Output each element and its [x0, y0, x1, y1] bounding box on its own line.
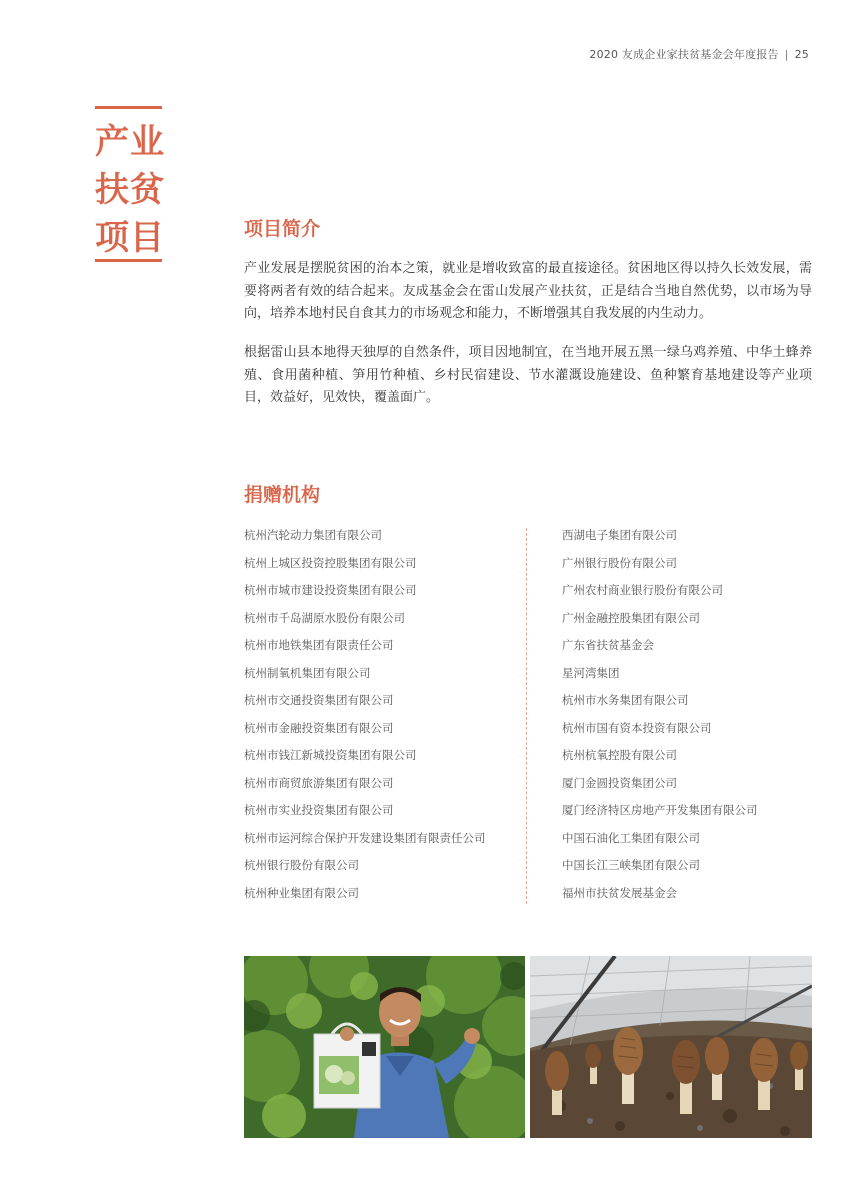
donor-list-left [244, 522, 486, 907]
donor-right-item: 杭州杭氧控股有限公司 [562, 748, 677, 762]
donor-right-item: 中国长江三峡集团有限公司 [562, 858, 700, 872]
intro-paragraph-2: 根据雷山县本地得天独厚的自然条件，项目因地制宜，在当地开展五黑一绿乌鸡养殖、中华土蜂养殖、食用菌种植、笋用竹种植、乡村民宿建设、节水灌溉设施建设、鱼种繁育基地建设等产业项目，效益好，见效快，覆盖面广。 [244, 345, 812, 405]
donor-right-item: 中国石油化工集团有限公司 [562, 830, 700, 845]
donor-left-item: 杭州市交通投资集团有限公司 [244, 693, 394, 707]
donor-right-item: 厦门经济特区房地产开发集团有限公司 [562, 803, 758, 817]
section-title [95, 118, 175, 262]
donor-right-item: 星河湾集团 [562, 665, 620, 680]
donor-right-item: 广州农村商业银行股份有限公司 [562, 583, 723, 597]
donor-left-item: 杭州市商贸旅游集团有限公司 [244, 775, 394, 790]
donor-left-item: 杭州市实业投资集团有限公司 [244, 803, 394, 817]
donor-left-item: 杭州汽轮动力集团有限公司 [244, 528, 382, 542]
donor-left-item: 杭州市城市建设投资集团有限公司 [244, 583, 417, 597]
donors-heading: 捐赠机构 [244, 484, 321, 506]
header-separator: | [784, 48, 789, 61]
donor-right-item: 广州银行股份有限公司 [562, 555, 677, 570]
donor-right-item: 杭州市国有资本投资有限公司 [562, 720, 712, 735]
mushroom-photo-illustration [530, 956, 812, 1138]
morel-mushroom-greenhouse-photo [530, 956, 812, 1138]
intro-heading: 项目简介 [244, 218, 321, 240]
donor-left-item: 杭州上城区投资控股集团有限公司 [244, 555, 417, 570]
section-title-line-3: 项目 [95, 218, 165, 258]
donor-left-item: 杭州银行股份有限公司 [244, 858, 359, 872]
farmer-with-gift-bag-photo [244, 956, 525, 1138]
donor-left-item: 杭州种业集团有限公司 [244, 885, 359, 900]
section-title-top-rule [95, 106, 162, 109]
donor-right-item: 杭州市水务集团有限公司 [562, 693, 689, 707]
donor-list-right [562, 522, 758, 907]
donor-right-item: 广东省扶贫基金会 [562, 638, 654, 652]
donor-left-item: 杭州市运河综合保护开发建设集团有限责任公司 [244, 830, 486, 845]
donor-column-divider [526, 528, 527, 904]
section-title-line-1: 产业 [95, 122, 165, 162]
donor-right-item: 广州金融控股集团有限公司 [562, 610, 700, 625]
section-title-line-2: 扶贫 [95, 170, 165, 210]
report-title: 2020 友成企业家扶贫基金会年度报告 [589, 48, 779, 61]
donor-left-item: 杭州制氧机集团有限公司 [244, 665, 371, 680]
donor-left-item: 杭州市金融投资集团有限公司 [244, 720, 394, 735]
page-number: 25 [794, 48, 809, 61]
donor-left-item: 杭州市地铁集团有限责任公司 [244, 638, 394, 652]
donor-right-item: 西湖电子集团有限公司 [562, 528, 677, 542]
donor-left-item: 杭州市钱江新城投资集团有限公司 [244, 748, 417, 762]
donor-list [244, 522, 812, 902]
donor-left-item: 杭州市千岛湖原水股份有限公司 [244, 610, 405, 625]
donor-right-item: 厦门金圆投资集团公司 [562, 775, 677, 790]
farmer-photo-illustration [244, 956, 525, 1138]
intro-paragraph-1: 产业发展是摆脱贫困的治本之策，就业是增收致富的最直接途径。贫困地区得以持久长效发展，需要将两者有效的结合起来。友成基金会在雷山发展产业扶贫，正是结合当地自然优势，以市场为导向，培养本地村民自食其力的市场观念和能力，不断增强其自我发展的内生动力。 [244, 261, 812, 321]
section-title-bottom-rule [95, 259, 162, 262]
donor-right-item: 福州市扶贫发展基金会 [562, 885, 677, 900]
page-header [589, 46, 809, 62]
